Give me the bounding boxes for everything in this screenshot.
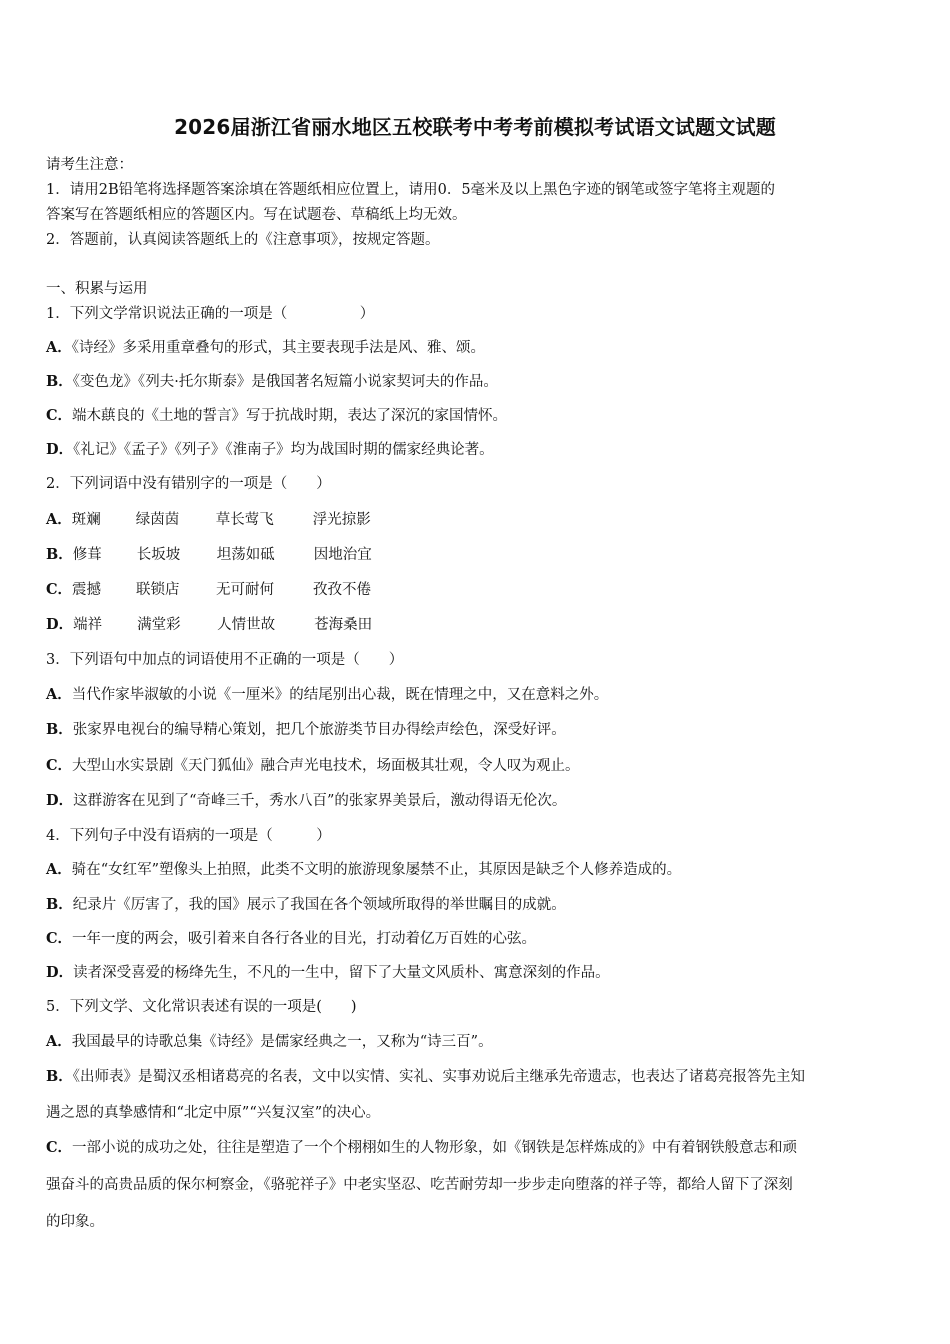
option-text: 一部小说的成功之处，往往是塑造了一个个栩栩如生的人物形象，如《钢铁是怎样炼成的》中有着钢铁般意志和顽 (72, 1140, 798, 1156)
option-text: 《出师表》是蜀汉丞相诸葛亮的名表，文中以实情、实礼、实事劝说后主继承先帝遗志，也表达了诸葛亮报答先主知 (72, 1069, 806, 1085)
question-2-option-c (46, 578, 371, 599)
option-text: 大型山水实景剧《天门狐仙》融合声光电技术，场面极其壮观，令人叹为观止。 (72, 758, 580, 774)
question-4-stem: 4．下列句子中没有语病的一项是（ ） (46, 828, 331, 844)
option-text: 端木蕻良的《土地的誓言》写于抗战时期，表达了深沉的家国情怀。 (72, 408, 508, 424)
option-label: A． (46, 861, 72, 878)
question-1-option-b (46, 370, 498, 391)
option-label: D． (46, 792, 74, 809)
option-label: D． (46, 964, 74, 981)
question-1-option-d (46, 438, 494, 459)
word: 斑斓 (71, 512, 101, 528)
word: 绿茵茵 (135, 512, 180, 528)
option-label: D． (46, 441, 74, 458)
option-label: D． (46, 616, 74, 633)
option-label: C． (46, 581, 73, 598)
question-3-option-b (46, 718, 566, 739)
section-heading: 一、积累与运用 (46, 281, 148, 297)
question-5-option-c-line-3: 的印象。 (46, 1214, 104, 1230)
question-5-stem: 5．下列文学、文化常识表述有误的一项是( ) (46, 999, 357, 1015)
word: 联锁店 (136, 582, 180, 598)
question-3-option-c (46, 754, 580, 775)
question-1-stem: 1．下列文学常识说法正确的一项是（ ） (46, 306, 375, 322)
option-text: 我国最早的诗歌总集《诗经》是儒家经典之一，又称为“诗三百”。 (71, 1034, 493, 1050)
word: 孜孜不倦 (313, 582, 372, 598)
word: 人情世故 (217, 617, 276, 633)
word: 修葺 (72, 547, 102, 563)
question-3-stem: 3．下列语句中加点的词语使用不正确的一项是（ ） (46, 652, 404, 668)
question-4-option-d (46, 961, 610, 982)
word: 浮光掠影 (312, 512, 371, 528)
option-text: 张家界电视台的编导精心策划，把几个旅游类节目办得绘声绘色，深受好评。 (72, 722, 566, 738)
option-label: B． (46, 721, 73, 738)
option-label: A． (46, 1033, 72, 1050)
notice-item-1-line-1: 1．请用2B铅笔将选择题答案涂填在答题纸相应位置上，请用0．5毫米及以上黑色字迹的钢笔或签字笔将主观题的 (46, 182, 776, 198)
option-text: 骑在“女红军”塑像头上拍照，此类不文明的旅游现象屡禁不止，其原因是缺乏个人修养造成的。 (71, 862, 682, 878)
question-5-option-b-line-1 (46, 1065, 805, 1086)
question-2-option-d (46, 613, 372, 634)
option-text: 《诗经》多采用重章叠句的形式，其主要表现手法是风、雅、颂。 (71, 340, 486, 356)
option-label: C． (46, 930, 73, 947)
question-2-stem: 2．下列词语中没有错别字的一项是（ ） (46, 476, 331, 492)
option-text: 纪录片《厉害了，我的国》展示了我国在各个领域所取得的举世瞩目的成就。 (72, 897, 566, 913)
question-5-option-c-line-1 (46, 1136, 797, 1157)
option-text: 当代作家毕淑敏的小说《一厘米》的结尾别出心裁，既在情理之中，又在意料之外。 (71, 687, 609, 703)
option-label: B． (46, 546, 73, 563)
option-text: 《礼记》《孟子》《列子》《淮南子》均为战国时期的儒家经典论著。 (73, 442, 494, 458)
word: 苍海桑田 (314, 617, 373, 633)
notice-item-2: 2．答题前，认真阅读答题纸上的《注意事项》，按规定答题。 (46, 232, 440, 248)
question-4-option-b (46, 893, 566, 914)
option-text: 这群游客在见到了“奇峰三千，秀水八百”的张家界美景后，激动得语无伦次。 (73, 793, 567, 809)
word: 因地治宜 (313, 547, 372, 563)
question-1-option-c (46, 404, 507, 425)
option-label: C． (46, 407, 73, 424)
question-2-option-a (46, 508, 371, 529)
option-label: A． (46, 339, 72, 356)
question-3-option-a (46, 683, 608, 704)
word: 端祥 (73, 617, 103, 633)
option-label: B． (46, 1068, 73, 1085)
notice-heading: 请考生注意： (46, 157, 133, 173)
word: 草长莺飞 (215, 512, 274, 528)
word: 满堂彩 (137, 617, 181, 633)
exam-title: 2026届浙江省丽水地区五校联考中考考前模拟考试语文试题文试题 (174, 115, 776, 139)
option-label: B． (46, 373, 73, 390)
question-2-option-b (46, 543, 372, 564)
word: 坦荡如砥 (216, 547, 275, 563)
question-4-option-a (46, 858, 681, 879)
option-label: C． (46, 1139, 73, 1156)
question-3-option-d (46, 789, 566, 810)
option-text: 读者深受喜爱的杨绛先生，不凡的一生中，留下了大量文风质朴、寓意深刻的作品。 (73, 965, 610, 981)
option-label: C． (46, 757, 73, 774)
word: 无可耐何 (216, 582, 275, 598)
option-label: A． (46, 511, 72, 528)
word: 长坂坡 (136, 547, 181, 563)
option-text: 一年一度的两会，吸引着来自各行各业的目光，打动着亿万百姓的心弦。 (72, 931, 537, 947)
question-5-option-a (46, 1030, 493, 1051)
question-4-option-c (46, 927, 536, 948)
option-text: 《变色龙》《列夫·托尔斯泰》是俄国著名短篇小说家契诃夫的作品。 (72, 374, 498, 390)
option-label: A． (46, 686, 72, 703)
question-1-option-a (46, 336, 485, 357)
notice-item-1-line-2: 答案写在答题纸相应的答题区内。写在试题卷、草稿纸上均无效。 (46, 207, 467, 223)
word: 震撼 (72, 582, 102, 598)
question-5-option-c-line-2: 强奋斗的高贵品质的保尔柯察金，《骆驼祥子》中老实坚忍、吃苦耐劳却一步步走向堕落的祥子等，都给人留下了深刻 (46, 1177, 793, 1193)
option-label: B． (46, 896, 73, 913)
question-5-option-b-line-2: 遇之恩的真挚感情和“北定中原”“兴复汉室”的决心。 (46, 1105, 381, 1121)
